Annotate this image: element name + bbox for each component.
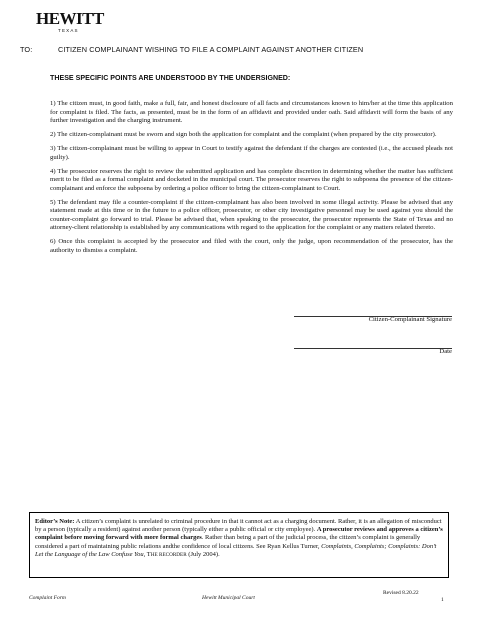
point-3: 3) The citizen-complainant must be willing to appear in Court to testify against the defendant if the charges are contested (i.e., the accused pleads not guilty).	[50, 145, 453, 161]
editor-note-label: Editor’s Note:	[35, 518, 75, 525]
editor-note-publication: HE RECORDER	[150, 551, 187, 558]
editor-note-text-3: , T	[143, 550, 151, 558]
editor-note-text-2: . Rather than being a part of the judicial process, the citizen’s complaint is generally considered a part of maintaining public relations andthe confidence of local citizens. See Ryan Kellus Turner,	[35, 534, 421, 550]
point-4: 4) The prosecutor reserves the right to review the submitted application and has complete discretion in determining whether the matter has sufficient merit to be filed as a formal complaint and docketed in the municipal court. The prosecutor reserves the right to subpoena the presence of the citizen-complainant and enforce the subpoena by ordering a police officer to bring the citizen-complainant to Court.	[50, 167, 453, 192]
date-label: Date	[439, 348, 452, 355]
editor-note-text-1: A citizen’s complaint is unrelated to criminal procedure in that it cannot act as a charging document. Rather, it is an allegation of misconduct by a person (typically a resident) against another person (typically either a public official or city employee).	[35, 518, 442, 534]
editor-note-citation: Complaints, Complaints; Complaints: Don’t Let the Language of the Law Confuse You	[35, 542, 437, 558]
point-5: 5) The defendant may file a counter-complaint if the citizen-complainant has also been involved in some illegal activity. Please be advised that any statement made at this time or in the future to a police officer, prosecutor, or other city investigative personnel may be used against you should the counter-complaint go forward to trial. Please be advised that, when speaking to the prosecutor, the prosecutor represents the State of Texas and no attorney-client relationship is established by any communications with regard to the application for the complaint or any matters related thereto.	[50, 198, 453, 231]
points-list	[50, 100, 453, 261]
signature-label: Citizen-Complainant Signature	[368, 316, 452, 323]
points-heading: THESE SPECIFIC POINTS ARE UNDERSTOOD BY THE UNDERSIGNED:	[50, 74, 291, 82]
footer-revised-date: Revised 8.20.22	[383, 590, 419, 596]
hewitt-logo	[36, 9, 104, 36]
point-6: 6) Once this complaint is accepted by the prosecutor and filed with the court, only the judge, upon recommendation of the prosecutor, has the authority to dismiss a complaint.	[50, 238, 453, 254]
logo-state: TEXAS	[58, 28, 79, 33]
footer-page-number: 1	[441, 597, 444, 603]
date-line[interactable]	[294, 348, 452, 349]
to-label: TO:	[20, 45, 33, 54]
to-line	[20, 45, 363, 54]
footer-court-name: Hewitt Municipal Court	[202, 595, 255, 601]
editor-note-text-4: (July 2004).	[186, 550, 220, 558]
logo-wordmark: HEWITT	[36, 9, 104, 28]
to-recipient: CITIZEN COMPLAINANT WISHING TO FILE A COMPLAINT AGAINST ANOTHER CITIZEN	[58, 45, 364, 54]
editor-note-bold: A prosecutor reviews and approves a citizen’s complaint before moving forward with more formal charges	[35, 526, 443, 542]
footer-form-name: Complaint Form	[29, 595, 66, 601]
point-2: 2) The citizen-complainant must be sworn and sign both the application for complaint and the complaint (when prepared by the city prosecutor).	[50, 131, 437, 138]
editor-note-box	[29, 512, 449, 578]
point-1: 1) The citizen must, in good faith, make a full, fair, and honest disclosure of all facts and circumstances known to him/her at the time this application for complaint is filed. The facts, as presented, must be in the form of an affidavit and provided under oath. Said affidavit will form the basis of any further investigation and the charging instrument.	[50, 100, 453, 124]
